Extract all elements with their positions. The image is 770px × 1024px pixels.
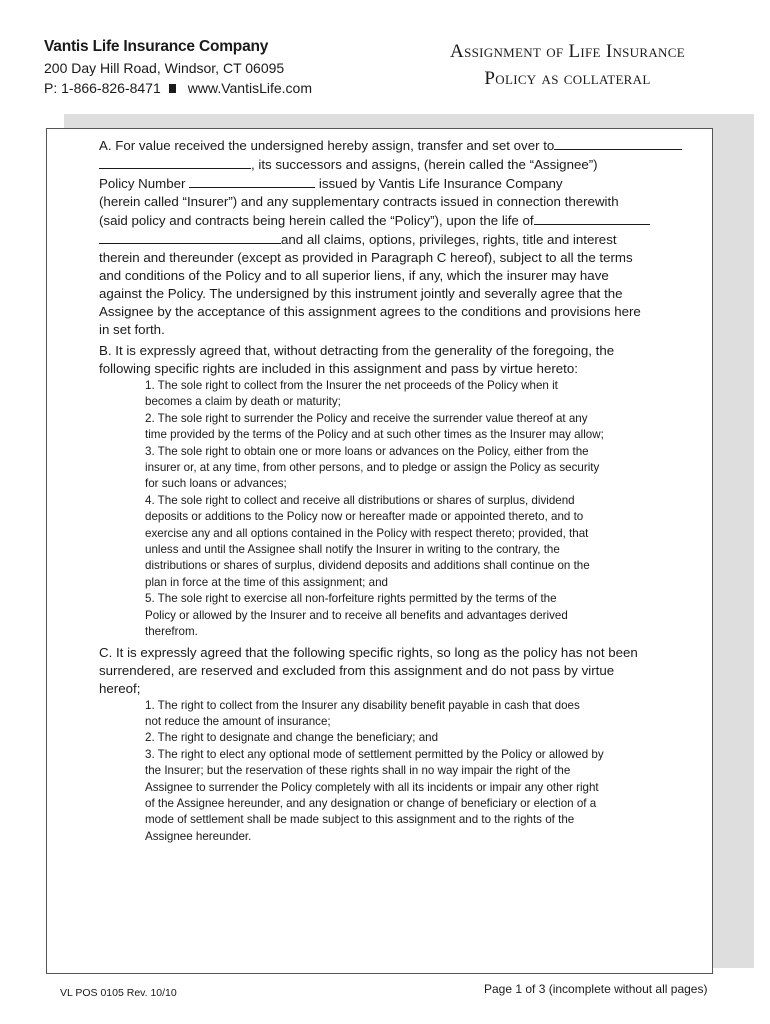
company-website: www.VantisLife.com bbox=[187, 80, 312, 96]
line: hereof; bbox=[99, 680, 141, 696]
policy-number-field[interactable] bbox=[189, 174, 315, 188]
line: against the Policy. The undersigned by this instrument jointly and severally agree that the bbox=[99, 286, 623, 301]
line: following specific rights are included in this assignment and pass by virtue hereto: bbox=[99, 361, 578, 376]
line: therein and thereunder (except as provided in Paragraph C hereof), subject to all the terms bbox=[99, 250, 633, 265]
list-item bbox=[145, 444, 713, 493]
form-title-line-2: Policy as collateral bbox=[484, 68, 651, 89]
list-item-line: 1. The right to collect from the Insurer any disability benefit payable in cash that does bbox=[145, 698, 580, 712]
section-b-list bbox=[145, 378, 713, 641]
list-item-line: Assignee hereunder. bbox=[145, 829, 252, 843]
list-item bbox=[145, 730, 713, 746]
assignee-name-field-cont[interactable] bbox=[99, 155, 251, 169]
separator-square-icon bbox=[169, 84, 176, 93]
list-item-line: 2. The right to designate and change the beneficiary; and bbox=[145, 731, 439, 745]
company-block bbox=[44, 38, 312, 96]
company-phone: P: 1-866-826-8471 bbox=[44, 80, 161, 96]
insured-name-field-cont[interactable] bbox=[99, 230, 281, 244]
line: in set forth. bbox=[99, 322, 165, 337]
company-address: 200 Day Hill Road, Windsor, CT 06095 bbox=[44, 60, 285, 76]
list-item bbox=[145, 591, 713, 640]
section-b bbox=[99, 342, 713, 641]
list-item-line: 4. The sole right to collect and receive all distributions or shares of surplus, dividend bbox=[145, 493, 575, 507]
line: B. It is expressly agreed that, without detracting from the generality of the foregoing, the bbox=[99, 343, 615, 358]
list-item-line: distributions or shares of surplus, dividend deposits and additions shall continue on the bbox=[145, 559, 590, 573]
line: Assignee by the acceptance of this assignment agrees to the conditions and provisions here bbox=[99, 304, 641, 319]
line: (herein called “Insurer”) and any supplementary contracts issued in connection therewith bbox=[99, 194, 619, 209]
list-item-line: 2. The sole right to surrender the Policy and receive the surrender value thereof at any bbox=[145, 411, 588, 425]
list-item bbox=[145, 698, 713, 731]
line: , its successors and assigns, (herein called the “Assignee”) bbox=[99, 155, 713, 174]
list-item-line: the Insurer; but the reservation of these rights shall in no way impair the right of the bbox=[145, 764, 571, 778]
list-item-line: 3. The sole right to obtain one or more loans or advances on the Policy, either from the bbox=[145, 444, 589, 458]
form-code: VL POS 0105 Rev. 10/10 bbox=[60, 987, 177, 999]
section-a bbox=[99, 136, 713, 339]
list-item-line: mode of settlement shall be made subject to this assignment and to the rights of the bbox=[145, 813, 575, 827]
list-item-line: Policy or allowed by the Insurer and to receive all benefits and advantages derived bbox=[145, 608, 568, 622]
form-title-line-1: Assignment of Life Insurance bbox=[450, 41, 685, 62]
company-name: Vantis Life Insurance Company bbox=[44, 38, 269, 55]
list-item-line: of the Assignee hereunder, and any designation or change of beneficiary or election of a bbox=[145, 796, 597, 810]
section-c bbox=[99, 644, 713, 846]
insured-name-field[interactable] bbox=[534, 211, 650, 225]
list-item bbox=[145, 378, 713, 411]
list-item bbox=[145, 493, 713, 591]
list-item-line: exercise any and all options contained in the Policy with respect thereto; provided, that bbox=[145, 526, 589, 540]
list-item-line: 1. The sole right to collect from the Insurer the net proceeds of the Policy when it bbox=[145, 379, 558, 392]
line: and all claims, options, privileges, rights, title and interest bbox=[99, 230, 713, 249]
line: Policy Number issued by Vantis Life Insurance Company bbox=[99, 176, 563, 191]
list-item-line: time provided by the terms of the Policy and at such other times as the Insurer may allow; bbox=[145, 428, 604, 442]
list-item bbox=[145, 747, 713, 845]
line: and conditions of the Policy and to all superior liens, if any, which the insurer may have bbox=[99, 268, 609, 283]
list-item bbox=[145, 411, 713, 444]
line: A. For value received the undersigned hereby assign, transfer and set over to bbox=[99, 136, 713, 155]
line: surrendered, are reserved and excluded from this assignment and do not pass by virtue bbox=[99, 662, 615, 678]
list-item-line: for such loans or advances; bbox=[145, 477, 287, 491]
list-item-line: plan in force at the time of this assignment; and bbox=[145, 575, 388, 589]
list-item-line: unless and until the Assignee shall notify the Insurer in writing to the contrary, the bbox=[145, 543, 560, 557]
company-contact bbox=[44, 80, 312, 96]
list-item-line: Assignee to surrender the Policy completely with all its incidents or impair any other right bbox=[145, 780, 599, 794]
line: (said policy and contracts being herein called the “Policy”), upon the life of bbox=[99, 211, 713, 230]
list-item-line: 5. The sole right to exercise all non-forfeiture rights permitted by the terms of the bbox=[145, 592, 557, 606]
list-item-line: therefrom. bbox=[145, 625, 198, 639]
list-item-line: insurer or, at any time, from other persons, and to pledge or assign the Policy as security bbox=[145, 461, 600, 475]
list-item-line: deposits or additions to the Policy now or hereafter made or appointed thereto, and to bbox=[145, 510, 584, 524]
list-item-line: 3. The right to elect any optional mode of settlement permitted by the Policy or allowed by bbox=[145, 747, 604, 761]
line: C. It is expressly agreed that the following specific rights, so long as the policy has not been bbox=[99, 644, 638, 660]
section-c-list bbox=[145, 698, 713, 846]
assignee-name-field[interactable] bbox=[554, 136, 682, 150]
list-item-line: not reduce the amount of insurance; bbox=[145, 714, 331, 728]
list-item-line: becomes a claim by death or maturity; bbox=[145, 395, 341, 409]
page-number: Page 1 of 3 (incomplete without all pages) bbox=[484, 982, 708, 996]
form-title bbox=[400, 38, 735, 92]
form-content bbox=[99, 136, 713, 848]
